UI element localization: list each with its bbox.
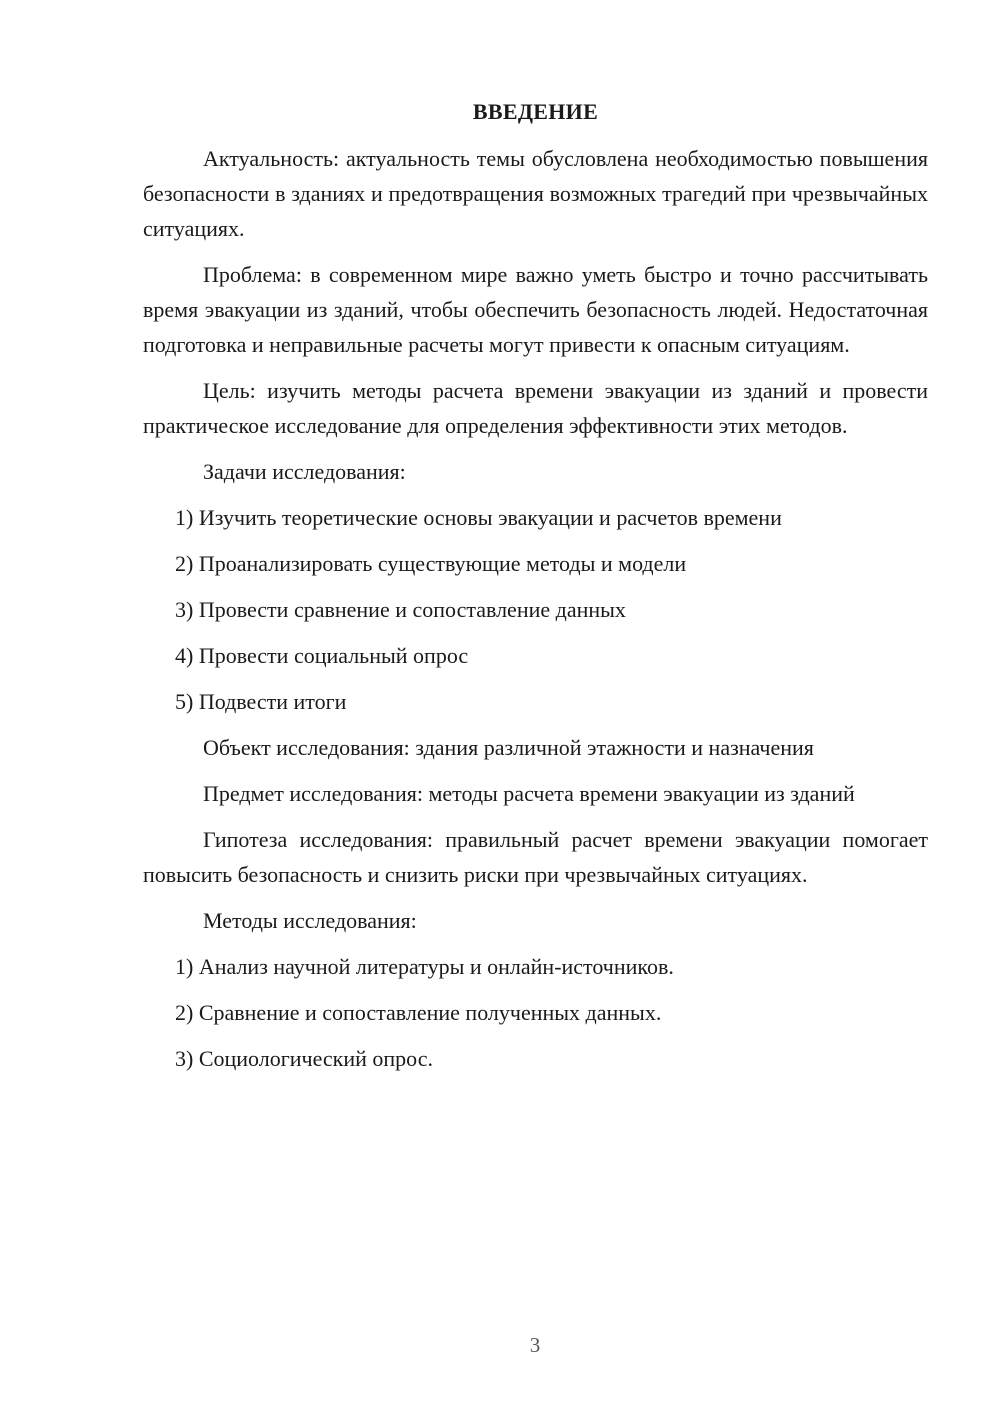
tasks-heading: Задачи исследования: — [203, 459, 406, 484]
list-item: 5) Подвести итоги — [175, 689, 347, 714]
object-paragraph: Объект исследования: здания различной этажности и назначения — [203, 735, 814, 760]
list-item: 4) Провести социальный опрос — [175, 643, 469, 668]
goal-paragraph: Цель: изучить методы расчета времени эвакуации из зданий и провести практическое исследование для определения эффективности этих методов. — [143, 378, 928, 438]
list-item: 2) Сравнение и сопоставление полученных данных. — [175, 1000, 662, 1025]
list-item: 2) Проанализировать существующие методы и модели — [175, 551, 687, 576]
list-item: 3) Социологический опрос. — [175, 1046, 433, 1071]
list-item: 3) Провести сравнение и сопоставление данных — [175, 597, 626, 622]
page-title: ВВЕДЕНИЕ — [472, 99, 599, 124]
methods-heading: Методы исследования: — [203, 908, 417, 933]
subject-paragraph: Предмет исследования: методы расчета времени эвакуации из зданий — [203, 781, 855, 806]
list-item: 1) Изучить теоретические основы эвакуации и расчетов времени — [175, 505, 782, 530]
hypothesis-paragraph: Гипотеза исследования: правильный расчет времени эвакуации помогает повысить безопасность и снизить риски при чрезвычайных ситуациях. — [143, 827, 928, 887]
page-number: 3 — [529, 1333, 541, 1357]
relevance-paragraph: Актуальность: актуальность темы обусловлена необходимостью повышения безопасности в зданиях и предотвращения возможных трагедий при чрезвычайных ситуациях. — [143, 146, 928, 241]
methods-list — [143, 949, 928, 1076]
problem-paragraph: Проблема: в современном мире важно уметь быстро и точно рассчитывать время эвакуации из зданий, чтобы обеспечить безопасность людей. Недостаточная подготовка и неправильные расчеты могут привести к опасным ситуациям. — [143, 262, 928, 357]
page-content — [143, 94, 928, 1087]
tasks-list — [143, 500, 928, 719]
list-item: 1) Анализ научной литературы и онлайн-источников. — [175, 954, 674, 979]
